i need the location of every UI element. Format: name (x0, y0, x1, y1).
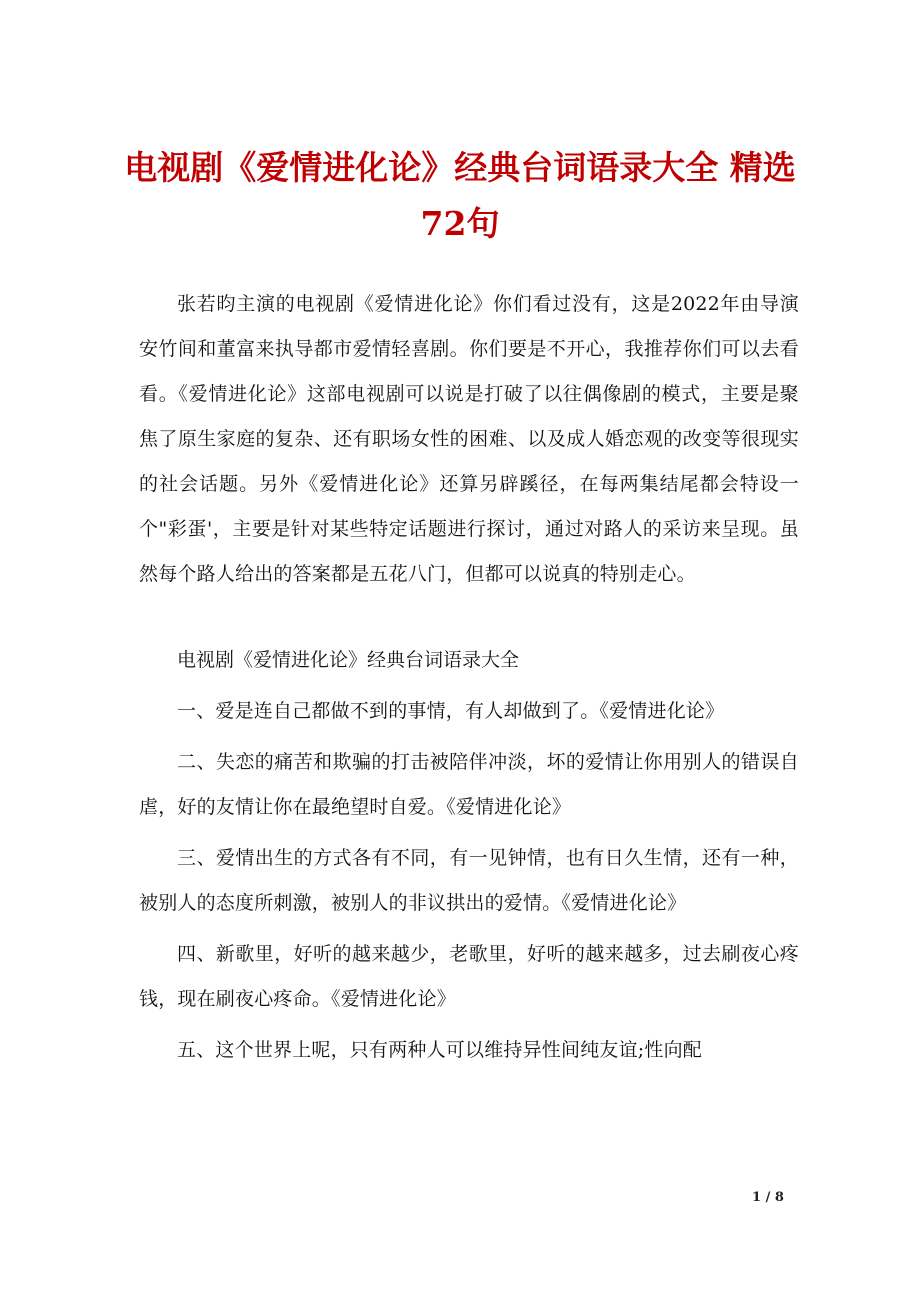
intro-paragraph: 张若昀主演的电视剧《爱情进化论》你们看过没有，这是2022年由导演安竹间和董富来执导都市爱情轻喜剧。你们要是不开心，我推荐你们可以去看看。《爱情进化论》这部电视剧可以说是打破了以往偶像剧的模式，主要是聚焦了原生家庭的复杂、还有职场女性的困难、以及成人婚恋观的改变等很现实的社会话题。另外《爱情进化论》还算另辟蹊径，在每两集结尾都会特设一个"彩蛋'，主要是针对某些特定话题进行探讨，通过对路人的采访来呈现。虽然每个路人给出的答案都是五花八门，但都可以说真的特别走心。 (139, 293, 799, 585)
quote-item-5: 五、这个世界上呢，只有两种人可以维持异性间纯友谊;性向配 (177, 1039, 703, 1061)
document-body (139, 282, 799, 1073)
quote-item-1: 一、爱是连自己都做不到的事情，有人却做到了。《爱情进化论》 (177, 700, 725, 722)
document-title: 电视剧《爱情进化论》经典台词语录大全 精选72句 (124, 148, 796, 243)
quote-item-4: 四、新歌里，好听的越来越少，老歌里，好听的越来越多，过去刷夜心疼钱，现在刷夜心疼命。《爱情进化论》 (139, 943, 799, 1010)
section-heading: 电视剧《爱情进化论》经典台词语录大全 (177, 649, 520, 671)
quote-item-3: 三、爱情出生的方式各有不同，有一见钟情，也有日久生情，还有一种，被别人的态度所刺激，被别人的非议拱出的爱情。《爱情进化论》 (139, 847, 799, 914)
page-number: 1 / 8 (752, 1190, 784, 1205)
quote-item-2: 二、失恋的痛苦和欺骗的打击被陪伴冲淡，坏的爱情让你用别人的错误自虐，好的友情让你在最绝望时自爱。《爱情进化论》 (139, 751, 799, 818)
paragraph-gap (139, 597, 799, 638)
